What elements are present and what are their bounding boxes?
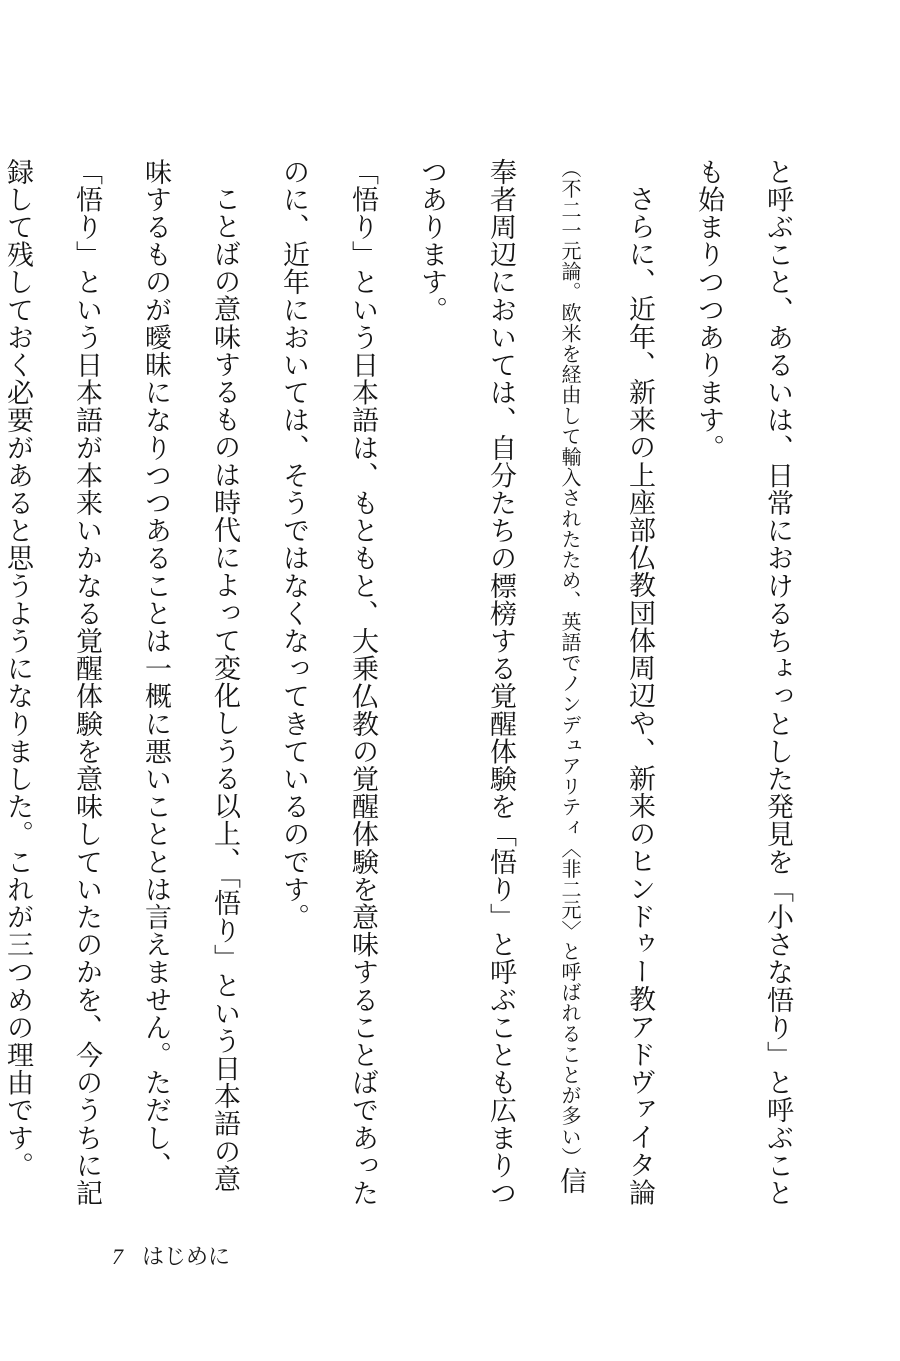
page-footer xyxy=(112,1240,230,1271)
body-text xyxy=(2,158,812,1218)
text-segment: 「悟り」という日本語は、もともと、大乗仏教の覚醒体験を意味することばであったのに、近年においては、そうではなくなってきているのです。 xyxy=(278,158,378,1207)
paragraph-p4 xyxy=(0,158,259,1218)
text-segment: と呼ぶこと、あるいは、日常におけるちょっとした発見を「小さな悟り」と呼ぶことも始まりつつあります。 xyxy=(693,158,793,1207)
inline-note: （不二一元論。欧米を経由して輸入されたため、英語でノンデュアリティ〈非二元〉と呼ばれることが多い） xyxy=(558,158,582,1168)
text-segment: 信奉者周辺においては、自分たちの標榜する覚醒体験を「悟り」と呼ぶことも広まりつつあります。 xyxy=(416,158,586,1207)
page-number: 7 xyxy=(112,1244,123,1269)
paragraph-p3 xyxy=(259,158,397,1218)
text-segment: さらに、近年、新来の上座部仏教団体周辺や、新来のヒンドゥー教アドヴァイタ論 xyxy=(624,185,655,1207)
paragraph-p1 xyxy=(674,158,812,1218)
text-segment: ことばの意味するものは時代によって変化しうる以上、「悟り」という日本語の意味するものが曖昧になりつつあることは一概に悪いこととは言えません。ただし、「悟り」という日本語が本来いかなる覚醒体験を意味していたのかを、今のうちに記録して残しておく必要があると思うようになりました。これが三つめの理由です。 xyxy=(2,158,240,1207)
paragraph-p2 xyxy=(397,158,674,1218)
running-section-title: はじめに xyxy=(142,1245,231,1270)
